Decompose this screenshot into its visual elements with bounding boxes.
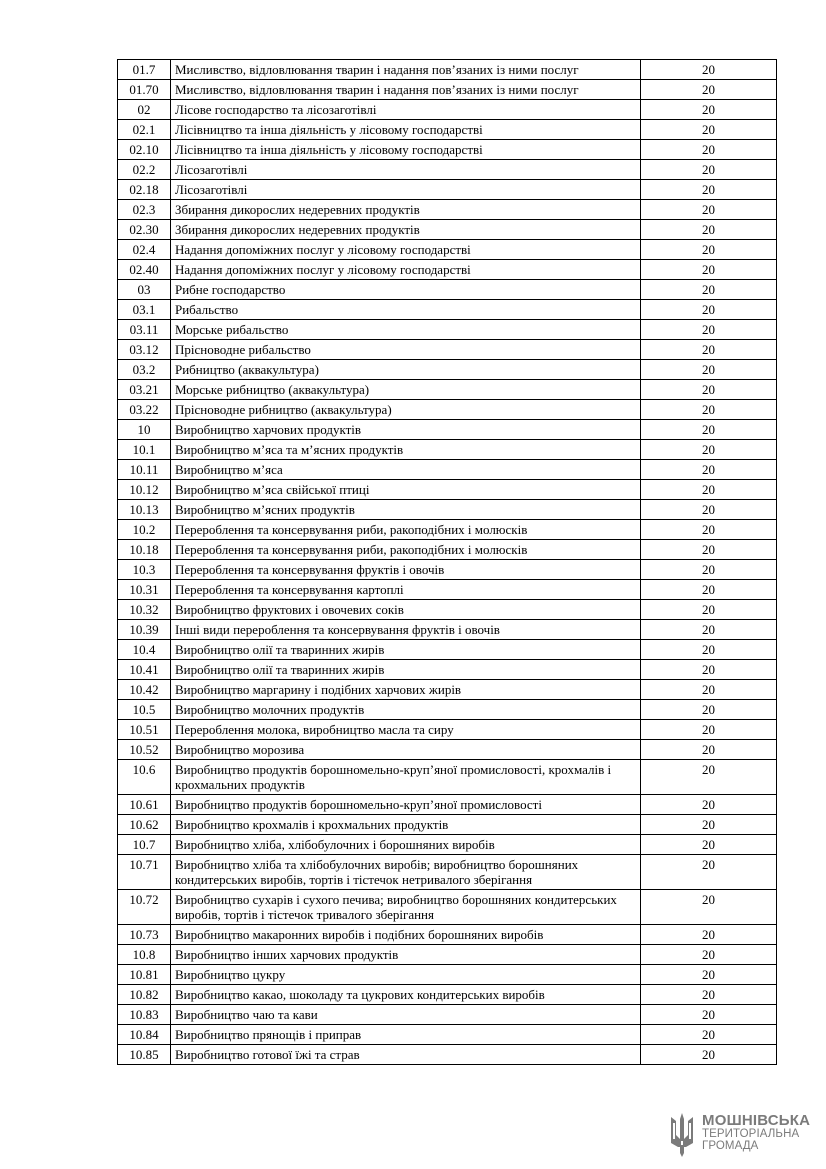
activity-code: 02.40 [118, 260, 171, 280]
activity-name: Рибальство [171, 300, 641, 320]
activity-name: Надання допоміжних послуг у лісовому господарстві [171, 240, 641, 260]
table-row [118, 720, 777, 740]
tax-rate: 20 [641, 680, 777, 700]
activity-code: 03.21 [118, 380, 171, 400]
activity-name: Перероблення молока, виробництво масла та сиру [171, 720, 641, 740]
tax-rate: 20 [641, 855, 777, 890]
table-row [118, 925, 777, 945]
activity-code: 02 [118, 100, 171, 120]
activity-code: 10.11 [118, 460, 171, 480]
activity-code: 10.8 [118, 945, 171, 965]
activity-code: 10.7 [118, 835, 171, 855]
table-row [118, 420, 777, 440]
activity-code: 10.1 [118, 440, 171, 460]
activity-code: 01.70 [118, 80, 171, 100]
tax-rate: 20 [641, 660, 777, 680]
table-row [118, 965, 777, 985]
tax-rate: 20 [641, 620, 777, 640]
activity-code: 02.4 [118, 240, 171, 260]
activity-name: Прісноводне рибництво (аквакультура) [171, 400, 641, 420]
table-row [118, 700, 777, 720]
table-row [118, 460, 777, 480]
activity-code: 03 [118, 280, 171, 300]
table-row [118, 1045, 777, 1065]
activity-code: 03.2 [118, 360, 171, 380]
table-row [118, 240, 777, 260]
logo-line-1: МОШНІВСЬКА [702, 1112, 811, 1129]
activity-code: 10.2 [118, 520, 171, 540]
activity-code: 10.6 [118, 760, 171, 795]
activity-code: 10.51 [118, 720, 171, 740]
tax-rate: 20 [641, 440, 777, 460]
activity-name: Лісівництво та інша діяльність у лісовому господарстві [171, 120, 641, 140]
activity-name: Лісове господарство та лісозаготівлі [171, 100, 641, 120]
table-row [118, 300, 777, 320]
tax-rate: 20 [641, 340, 777, 360]
table-row [118, 985, 777, 1005]
tax-rate: 20 [641, 280, 777, 300]
activity-name: Виробництво хліба, хлібобулочних і борошняних виробів [171, 835, 641, 855]
tax-rate: 20 [641, 835, 777, 855]
activity-code: 03.22 [118, 400, 171, 420]
activity-name: Виробництво макаронних виробів і подібних борошняних виробів [171, 925, 641, 945]
activity-name: Виробництво м’яса свійської птиці [171, 480, 641, 500]
table-row [118, 520, 777, 540]
activity-code: 10.32 [118, 600, 171, 620]
activity-name: Перероблення та консервування фруктів і овочів [171, 560, 641, 580]
activity-name: Лісівництво та інша діяльність у лісовому господарстві [171, 140, 641, 160]
activity-code: 03.1 [118, 300, 171, 320]
tax-rate: 20 [641, 220, 777, 240]
activity-name: Виробництво продуктів борошномельно-круп’яної промисловості, крохмалів і крохмальних продуктів [171, 760, 641, 795]
activity-code: 10.18 [118, 540, 171, 560]
community-logo [668, 1111, 811, 1161]
tax-rate: 20 [641, 120, 777, 140]
activity-code: 10.73 [118, 925, 171, 945]
tax-rate: 20 [641, 890, 777, 925]
tax-rate: 20 [641, 180, 777, 200]
activity-code: 10.41 [118, 660, 171, 680]
activity-code: 02.30 [118, 220, 171, 240]
activity-code: 01.7 [118, 60, 171, 80]
activity-name: Виробництво олії та тваринних жирів [171, 640, 641, 660]
activity-name: Інші види перероблення та консервування фруктів і овочів [171, 620, 641, 640]
table-row [118, 740, 777, 760]
activity-code: 02.2 [118, 160, 171, 180]
table-row [118, 580, 777, 600]
activity-code: 10.72 [118, 890, 171, 925]
table-row [118, 1025, 777, 1045]
activity-code: 10 [118, 420, 171, 440]
activity-code: 03.12 [118, 340, 171, 360]
trident-icon [668, 1113, 696, 1157]
tax-rate: 20 [641, 160, 777, 180]
activity-name: Виробництво прянощів і приправ [171, 1025, 641, 1045]
table-row [118, 540, 777, 560]
activity-code: 10.42 [118, 680, 171, 700]
tax-rate: 20 [641, 640, 777, 660]
activity-code: 10.39 [118, 620, 171, 640]
activity-code: 02.1 [118, 120, 171, 140]
tax-rate: 20 [641, 260, 777, 280]
activity-name: Лісозаготівлі [171, 160, 641, 180]
table-row [118, 380, 777, 400]
table-row [118, 660, 777, 680]
activity-name: Рибне господарство [171, 280, 641, 300]
tax-rate: 20 [641, 540, 777, 560]
activity-code: 02.10 [118, 140, 171, 160]
activity-name: Виробництво сухарів і сухого печива; виробництво борошняних кондитерських виробів, тортів і тістечок тривалого зберігання [171, 890, 641, 925]
activity-code: 02.18 [118, 180, 171, 200]
tax-rate: 20 [641, 240, 777, 260]
tax-rate: 20 [641, 380, 777, 400]
table-row [118, 760, 777, 795]
tax-rate: 20 [641, 985, 777, 1005]
activity-name: Виробництво інших харчових продуктів [171, 945, 641, 965]
activity-name: Виробництво крохмалів і крохмальних продуктів [171, 815, 641, 835]
table-row [118, 620, 777, 640]
activity-name: Виробництво м’ясних продуктів [171, 500, 641, 520]
table-row [118, 890, 777, 925]
activity-code: 10.4 [118, 640, 171, 660]
table-row [118, 835, 777, 855]
activity-name: Виробництво морозива [171, 740, 641, 760]
activity-name: Надання допоміжних послуг у лісовому господарстві [171, 260, 641, 280]
table-row [118, 945, 777, 965]
activity-code: 10.3 [118, 560, 171, 580]
tax-rate: 20 [641, 600, 777, 620]
tax-rate: 20 [641, 520, 777, 540]
activity-name: Виробництво молочних продуктів [171, 700, 641, 720]
tax-rate: 20 [641, 700, 777, 720]
activity-name: Виробництво цукру [171, 965, 641, 985]
activity-name: Виробництво олії та тваринних жирів [171, 660, 641, 680]
activity-code: 10.52 [118, 740, 171, 760]
tax-rate: 20 [641, 500, 777, 520]
activity-name: Виробництво м’яса та м’ясних продуктів [171, 440, 641, 460]
table-row [118, 80, 777, 100]
tax-rate: 20 [641, 360, 777, 380]
tax-rate: 20 [641, 795, 777, 815]
tax-rate: 20 [641, 480, 777, 500]
activity-name: Перероблення та консервування риби, ракоподібних і молюсків [171, 540, 641, 560]
table-row [118, 400, 777, 420]
activity-code: 10.71 [118, 855, 171, 890]
tax-rate: 20 [641, 60, 777, 80]
activity-name: Перероблення та консервування картоплі [171, 580, 641, 600]
table-row [118, 60, 777, 80]
tax-rate: 20 [641, 1025, 777, 1045]
tax-rate: 20 [641, 760, 777, 795]
activity-name: Виробництво маргарину і подібних харчових жирів [171, 680, 641, 700]
activity-code: 02.3 [118, 200, 171, 220]
table-row [118, 480, 777, 500]
table-row [118, 200, 777, 220]
tax-rate: 20 [641, 965, 777, 985]
activity-name: Виробництво фруктових і овочевих соків [171, 600, 641, 620]
activity-name: Збирання дикорослих недеревних продуктів [171, 200, 641, 220]
activity-name: Збирання дикорослих недеревних продуктів [171, 220, 641, 240]
tax-rate: 20 [641, 720, 777, 740]
activity-name: Виробництво какао, шоколаду та цукрових кондитерських виробів [171, 985, 641, 1005]
table-row [118, 120, 777, 140]
activity-code: 10.31 [118, 580, 171, 600]
table-row [118, 360, 777, 380]
activity-code: 10.84 [118, 1025, 171, 1045]
table-row [118, 815, 777, 835]
table-row [118, 440, 777, 460]
activity-name: Лісозаготівлі [171, 180, 641, 200]
activity-name: Перероблення та консервування риби, ракоподібних і молюсків [171, 520, 641, 540]
activity-name: Мисливство, відловлювання тварин і надання пов’язаних із ними послуг [171, 80, 641, 100]
activity-code: 03.11 [118, 320, 171, 340]
tax-rate: 20 [641, 420, 777, 440]
tax-rate: 20 [641, 740, 777, 760]
table-row [118, 260, 777, 280]
activity-name: Виробництво продуктів борошномельно-круп’яної промисловості [171, 795, 641, 815]
activity-code: 10.82 [118, 985, 171, 1005]
table-row [118, 220, 777, 240]
activity-name: Виробництво хліба та хлібобулочних виробів; виробництво борошняних кондитерських виробів, тортів і тістечок нетривалого зберігання [171, 855, 641, 890]
tax-rate: 20 [641, 945, 777, 965]
table-row [118, 340, 777, 360]
tax-rate: 20 [641, 320, 777, 340]
table-row [118, 160, 777, 180]
activity-name: Мисливство, відловлювання тварин і надання пов’язаних із ними послуг [171, 60, 641, 80]
tax-rate: 20 [641, 580, 777, 600]
table-row [118, 600, 777, 620]
activity-code: 10.62 [118, 815, 171, 835]
activity-name: Виробництво готової їжі та страв [171, 1045, 641, 1065]
logo-line-2: ТЕРИТОРІАЛЬНА [702, 1128, 800, 1140]
activity-code: 10.61 [118, 795, 171, 815]
logo-line-3: ГРОМАДА [702, 1140, 759, 1152]
activity-code: 10.12 [118, 480, 171, 500]
table-body [118, 60, 777, 1065]
activity-code: 10.5 [118, 700, 171, 720]
tax-rate: 20 [641, 925, 777, 945]
activity-code: 10.83 [118, 1005, 171, 1025]
table-row [118, 280, 777, 300]
tax-rate: 20 [641, 140, 777, 160]
tax-rate: 20 [641, 560, 777, 580]
activity-name: Виробництво харчових продуктів [171, 420, 641, 440]
activity-code: 10.81 [118, 965, 171, 985]
tax-rate: 20 [641, 400, 777, 420]
activity-name: Виробництво чаю та кави [171, 1005, 641, 1025]
table-row [118, 640, 777, 660]
tax-rate: 20 [641, 200, 777, 220]
activity-name: Морське рибальство [171, 320, 641, 340]
activity-name: Прісноводне рибальство [171, 340, 641, 360]
table-row [118, 180, 777, 200]
tax-rate: 20 [641, 460, 777, 480]
table-row [118, 680, 777, 700]
table-row [118, 855, 777, 890]
tax-rate-table [117, 59, 777, 1065]
table-row [118, 140, 777, 160]
table-row [118, 560, 777, 580]
activity-name: Морське рибництво (аквакультура) [171, 380, 641, 400]
tax-rate: 20 [641, 100, 777, 120]
tax-rate: 20 [641, 815, 777, 835]
activity-name: Виробництво м’яса [171, 460, 641, 480]
table-row [118, 100, 777, 120]
tax-rate: 20 [641, 1045, 777, 1065]
table-row [118, 320, 777, 340]
tax-rate: 20 [641, 1005, 777, 1025]
tax-rate: 20 [641, 80, 777, 100]
table-row [118, 795, 777, 815]
activity-name: Рибництво (аквакультура) [171, 360, 641, 380]
activity-code: 10.13 [118, 500, 171, 520]
table-row [118, 1005, 777, 1025]
activity-code: 10.85 [118, 1045, 171, 1065]
tax-rate: 20 [641, 300, 777, 320]
table-row [118, 500, 777, 520]
